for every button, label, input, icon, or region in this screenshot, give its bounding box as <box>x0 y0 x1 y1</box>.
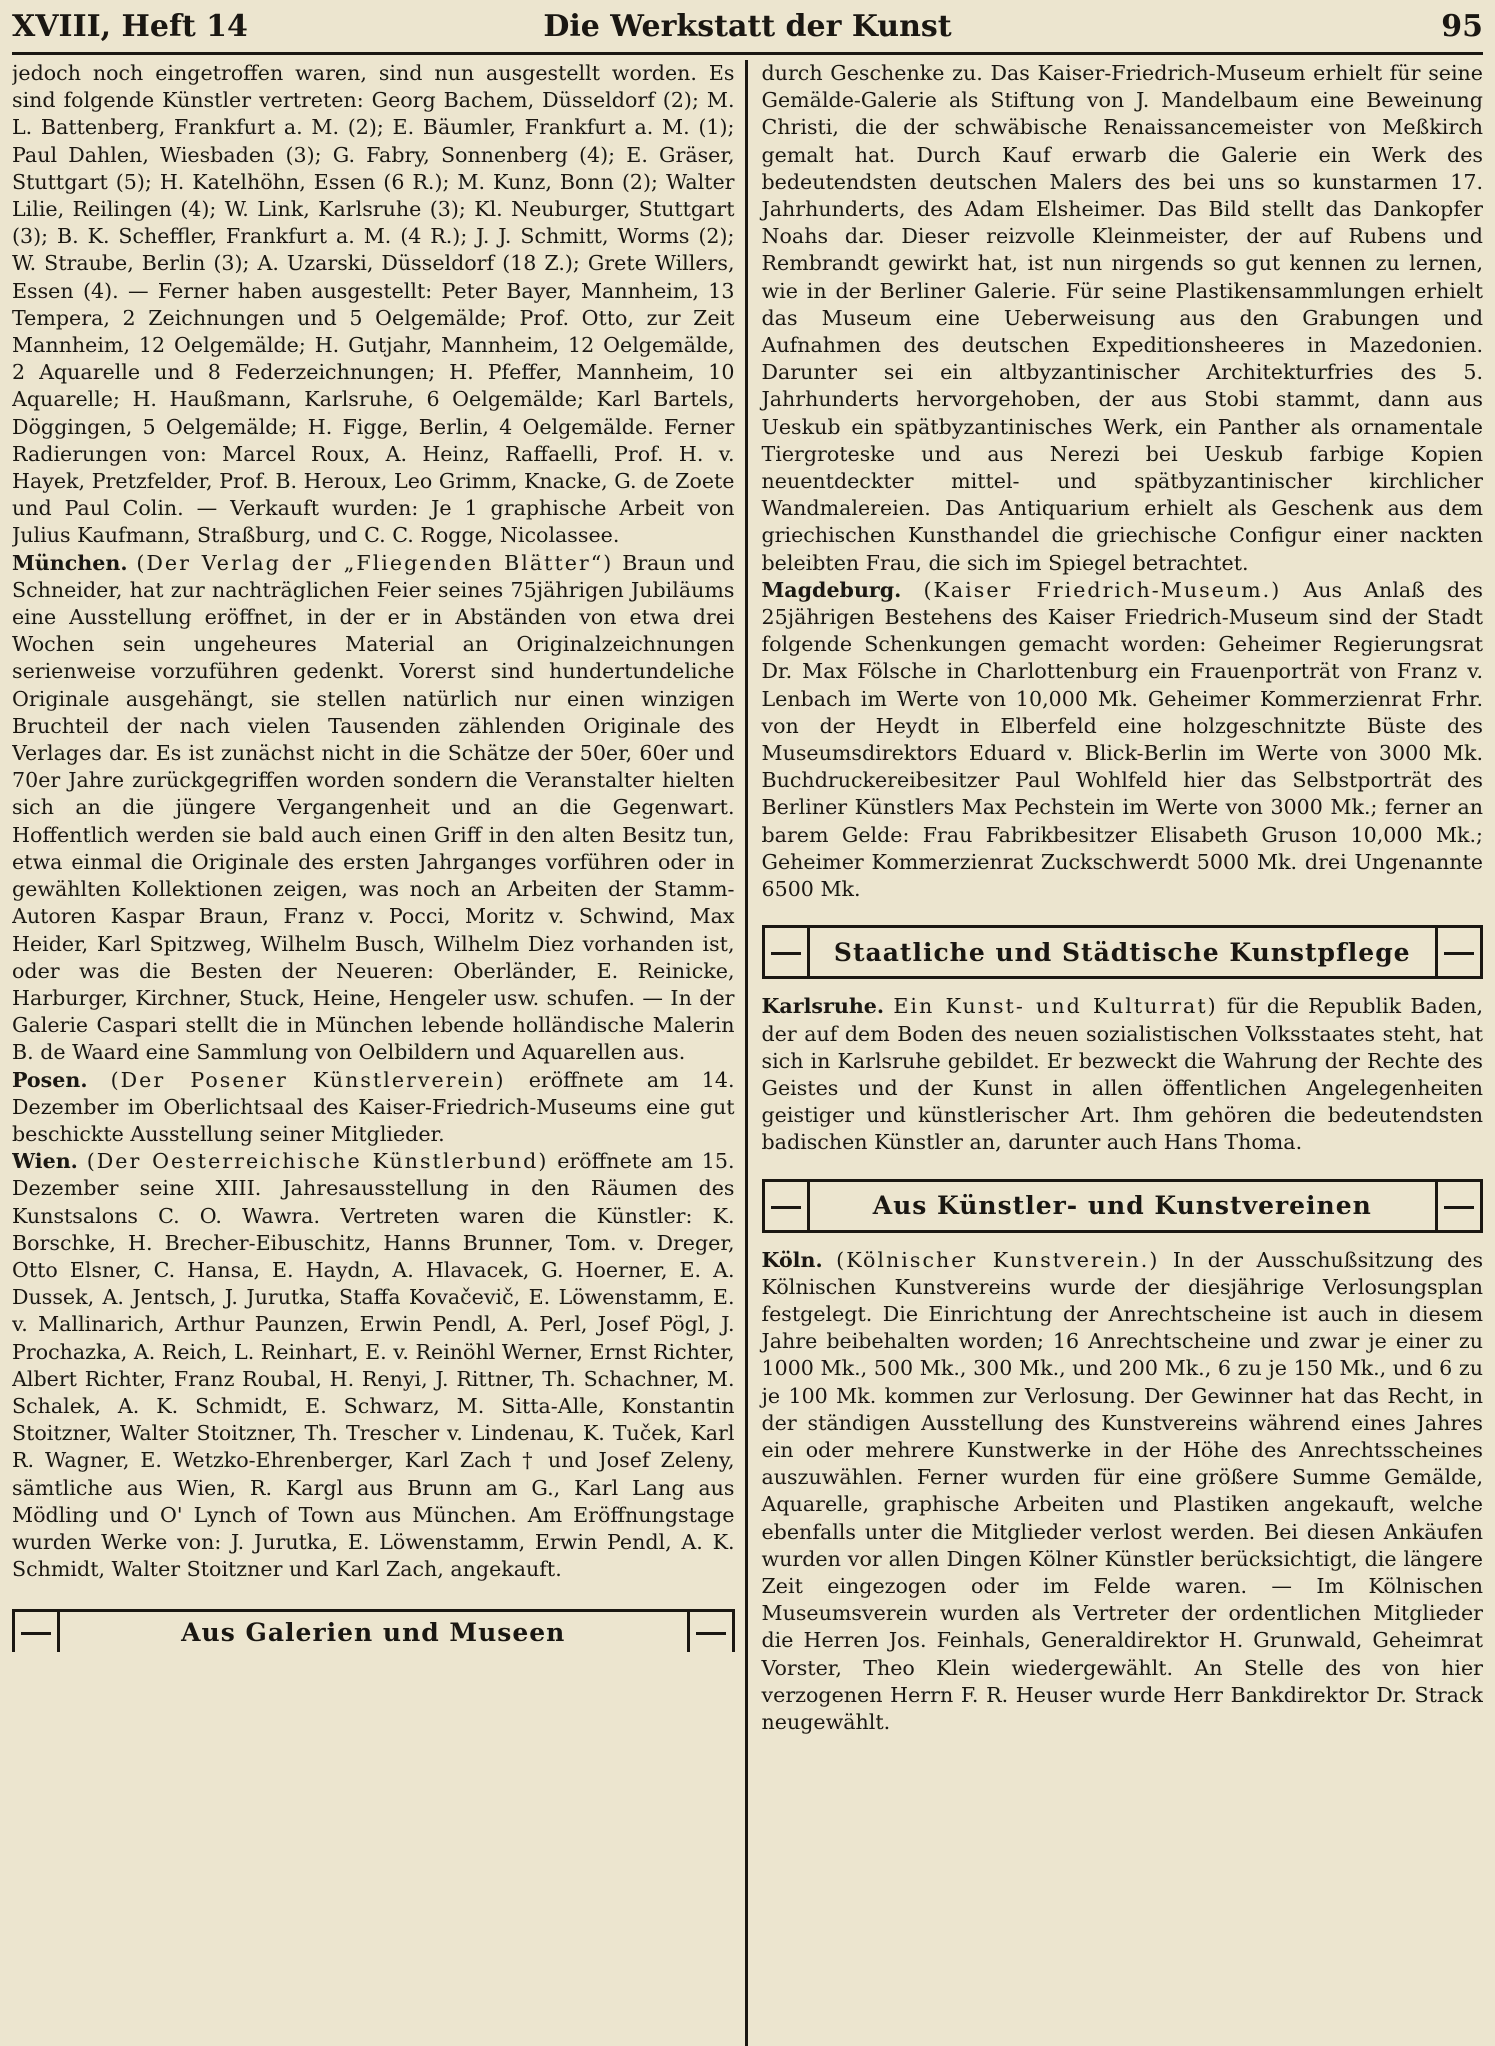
article-entry-continued <box>762 60 1484 577</box>
section-header-staatlich <box>762 925 1484 979</box>
organization-name: (Kölnischer Kunstverein.) <box>836 1247 1160 1272</box>
organization-name: (Der Verlag der „Fliegenden Blätter“) <box>136 550 614 575</box>
place-name: München. <box>12 550 128 575</box>
section-rule-left <box>765 1182 810 1230</box>
article-text: eröffnete am 14. Dezember im Oberlichtsaal des Kaiser-Friedrich-Museums eine gut beschickte Ausstellung seiner Mitglieder. <box>12 1067 735 1146</box>
article-text: durch Geschenke zu. Das Kaiser-Friedrich-Museum erhielt für seine Gemälde-Galerie als Stiftung von J. Mandelbaum eine Beweinung Christi, die der schwäbische Renaissancemeister von Meßkirch gemalt hat. Durch Kauf erwarb die Galerie ein Werk des bedeutendsten deutschen Malers des bei uns so kunstarmen 17. Jahrhunderts, des Adam Elsheimer. Das Bild stellt das Dankopfer Noahs dar. Dieser reizvolle Kleinmeister, der auf Rubens und Rembrandt gewirkt hat, ist nun nirgends so gut kennen zu lernen, wie in der Berliner Galerie. Für seine Plastikensammlungen erhielt das Museum eine Ueberweisung aus den Grabungen und Aufnahmen des deutschen Expeditionsheeres in Mazedonien. Darunter sei ein altbyzantinischer Architekturfries des 5. Jahrhunderts hervorgehoben, der aus Stobi stammt, dann aus Ueskub ein spätbyzantinisches Werk, ein Panther als ornamentale Tiergroteske und aus Nerezi bei Ueskub farbige Kopien neuentdeckter mittel- und spätbyzantinischer kirchlicher Wandmalereien. Das Antiquarium erhielt als Geschenk aus dem griechischen Kunsthandel die griechische Configur einer nackten beleibten Frau, die sich im Spiegel betrachtet. <box>761 61 1483 575</box>
article-entry-posen <box>12 1067 735 1149</box>
article-entry-koeln <box>762 1247 1484 1737</box>
place-name: Magdeburg. <box>761 577 902 602</box>
page-header <box>12 0 1483 55</box>
place-name: Posen. <box>12 1067 88 1092</box>
article-entry-muenchen <box>12 550 735 1067</box>
section-rule-left <box>15 1612 60 1652</box>
article-text: Braun und Schneider, hat zur nachträglichen Feier seines 75jährigen Jubiläums eine Ausstellung eröffnet, in der er in Abständen von etwa drei Wochen sein ungeheures Material an Originalzeichnungen serienweise vorzuführen gedenkt. Vorerst sind hundertundeliche Originale ausgehängt, sie stellen natürlich nur einen winzigen Bruchteil der nach vielen Tausenden zählenden Originale des Verlages dar. Es ist zunächst nicht in die Schätze der 50er, 60er und 70er Jahre zurückgegriffen worden sondern die Veranstalter hielten sich an die jüngere Vergangenheit und an die Gegenwart. Hoffentlich werden sie bald auch einen Griff in den alten Besitz tun, etwa einmal die Originale des ersten Jahrganges vorführen oder in gewählten Kollektionen zeigen, was noch an Arbeiten der Stamm-Autoren Kaspar Braun, Franz v. Pocci, Moritz v. Schwind, Max Heider, Karl Spitzweg, Wilhelm Busch, Wilhelm Diez vorhanden ist, oder was die Besten der Neueren: Oberländer, E. Reinicke, Harburger, Kirchner, Stuck, Heine, Hengeler usw. schufen. — In der Galerie Caspari stellt die in München lebende holländische Malerin B. de Waard eine Sammlung von Oelbildern und Aquarellen aus. <box>12 550 735 1065</box>
volume-number: XVIII, Heft 14 <box>12 8 248 44</box>
journal-title: Die Werkstatt der Kunst <box>543 8 952 44</box>
page-number: 95 <box>1441 8 1483 44</box>
organization-name: (Der Posener Künstlerverein) <box>110 1067 506 1092</box>
organization-name: Ein Kunst- und Kulturrat) <box>893 994 1218 1019</box>
section-title: Aus Künstler- und Kunstvereinen <box>872 1191 1372 1221</box>
section-title: Aus Galerien und Museen <box>181 1617 566 1647</box>
article-text: für die Republik Baden, der auf dem Boden des neuen sozialistischen Volksstaates steht, hat sich in Karlsruhe gebildet. Er bezweckt die Wahrung der Rechte des Geistes und der Kunst in allen öffentlichen Angelegenheiten geistiger und künstlerischer Art. Ihm gehören die bedeutendsten badischen Künstler an, darunter auch Hans Thoma. <box>761 994 1483 1155</box>
section-rule-right <box>687 1612 732 1652</box>
place-name: Karlsruhe. <box>761 994 885 1019</box>
article-text: Aus Anlaß des 25jährigen Bestehens des Kaiser Friedrich-Museum sind der Stadt folgende Schenkungen gemacht worden: Geheimer Regierungsrat Dr. Max Fölsche in Charlottenburg ein Frauenporträt von Franz v. Lenbach im Werte von 10,000 Mk. Geheimer Kommerzienrat Frhr. von der Heydt in Elberfeld eine holzgeschnitzte Büste des Museumsdirektors Eduard v. Blick-Berlin im Werte von 3000 Mk. Buchdruckereibesitzer Paul Wohlfeld hier das Selbstporträt des Berliner Künstlers Max Pechstein im Werte von 3000 Mk.; ferner an barem Gelde: Frau Fabrikbesitzer Elisabeth Gruson 10,000 Mk.; Geheimer Kommerzienrat Zuckschwerdt 5000 Mk. drei Ungenannte 6500 Mk. <box>761 577 1483 902</box>
section-rule-right <box>1435 1182 1480 1230</box>
right-column <box>748 60 1484 2046</box>
place-name: Köln. <box>761 1247 823 1272</box>
article-text: eröffnete am 15. Dezember seine XIII. Jahresausstellung in den Räumen des Kunstsalons C. O. Wawra. Vertreten waren die Künstler: K. Borschke, H. Brecher-Eibuschitz, Hanns Brunner, Tom. v. Dreger, Otto Elsner, C. Hansa, E. Haydn, A. Hlavacek, G. Hoerner, E. A. Dussek, A. Jentsch, J. Jurutka, Staffa Kovačevič, E. Löwenstamm, E. v. Mallinarich, Arthur Paunzen, Erwin Pendl, A. Perl, Josef Pögl, J. Prochazka, A. Reich, L. Reinhart, E. v. Reinöhl Werner, Ernst Richter, Albert Richter, Franz Roubal, H. Renyi, J. Rittner, Th. Schachner, M. Schalek, A. K. Schmidt, E. Schwarz, M. Sitta-Alle, Konstantin Stoitzner, Walter Stoitzner, Th. Trescher v. Lindenau, K. Tuček, Karl R. Wagner, E. Wetzko-Ehrenberger, Karl Zach † und Josef Zeleny, sämtliche aus Wien, R. Kargl aus Brunn am G., Karl Lang aus Mödling und O' Lynch of Town aus München. Am Eröffnungstage wurden Werke von: J. Jurutka, E. Löwenstamm, Erwin Pendl, A. K. Schmidt, Walter Stoitzner und Karl Zach, angekauft. <box>12 1149 735 1582</box>
left-column <box>12 60 748 2046</box>
article-entry-wien <box>12 1148 735 1583</box>
section-header-vereine <box>762 1179 1484 1233</box>
section-header-galerien <box>12 1609 735 1652</box>
organization-name: (Der Oesterreichische Künstlerbund) <box>86 1149 549 1174</box>
organization-name: (Kaiser Friedrich-Museum.) <box>923 577 1282 602</box>
article-entry: jedoch noch eingetroffen waren, sind nun ausgestellt worden. Es sind folgende Künstler vertreten: Georg Bachem, Düsseldorf (2); M. L. Battenberg, Frankfurt a. M. (2); E. Bäumler, Frankfurt a. M. (1); Paul Dahlen, Wiesbaden (3); G. Fabry, Sonnenberg (4); E. Gräser, Stuttgart (5); H. Katelhöhn, Essen (6 R.); M. Kunz, Bonn (2); Walter Lilie, Reilingen (4); W. Link, Karlsruhe (3); Kl. Neuburger, Stuttgart (3); B. K. Scheffler, Frankfurt a. M. (4 R.); J. J. Schmitt, Worms (2); W. Straube, Berlin (3); A. Uzarski, Düsseldorf (18 Z.); Grete Willers, Essen (4). — Ferner haben ausgestellt: Peter Bayer, Mannheim, 13 Tempera, 2 Zeichnungen und 5 Oelgemälde; Prof. Otto, zur Zeit Mannheim, 12 Oelgemälde; H. Gutjahr, Mannheim, 12 Oelgemälde, 2 Aquarelle und 8 Federzeichnungen; H. Pfeffer, Mannheim, 10 Aquarelle; H. Haußmann, Karlsruhe, 6 Oelgemälde; Karl Bartels, Döggingen, 5 Oelgemälde; H. Figge, Berlin, 4 Oelgemälde. Ferner Radierungen von: Marcel Roux, A. Heinz, Raffaelli, Prof. H. v. Hayek, Pretzfelder, Prof. B. Heroux, Leo Grimm, Knacke, G. de Zoete und Paul Colin. — Verkauft wurden: Je 1 graphische Arbeit von Julius Kaufmann, Straßburg, und C. C. Rogge, Nicolassee. <box>12 61 735 548</box>
article-text: In der Ausschußsitzung des Kölnischen Kunstvereins wurde der diesjährige Verlosungsplan festgelegt. Die Einrichtung der Anrechtscheine ist auch in diesem Jahre beibehalten worden; 16 Anrechtscheine und zwar je einer zu 1000 Mk., 500 Mk., 300 Mk., und 200 Mk., 6 zu je 150 Mk., und 6 zu je 100 Mk. kommen zur Verlosung. Der Gewinner hat das Recht, in der ständigen Ausstellung des Kunstvereins während eines Jahres ein oder mehrere Kunstwerke in der Höhe des Anrechtsscheines auszuwählen. Ferner wurden für eine größere Summe Gemälde, Aquarelle, graphische Arbeiten und Plastiken angekauft, welche ebenfalls unter die Mitglieder verlost werden. Bei diesen Ankäufen wurden vor allen Dingen Kölner Künstler berücksichtigt, die längere Zeit eingezogen oder im Felde waren. — Im Kölnischen Museumsverein wurden als Vertreter der ordentlichen Mitglieder die Herren Jos. Feinhals, Generaldirektor H. Grunwald, Geheimrat Vorster, Theo Klein wiedergewählt. An Stelle des von hier verzogenen Herrn F. R. Heuser wurde Herr Bankdirektor Dr. Strack neugewählt. <box>761 1247 1483 1734</box>
section-title: Staatliche und Städtische Kunstpflege <box>833 937 1411 967</box>
section-rule-right <box>1435 928 1480 976</box>
article-entry-magdeburg <box>762 577 1484 903</box>
place-name: Wien. <box>12 1149 78 1174</box>
article-entry-karlsruhe <box>762 993 1484 1156</box>
section-rule-left <box>765 928 810 976</box>
